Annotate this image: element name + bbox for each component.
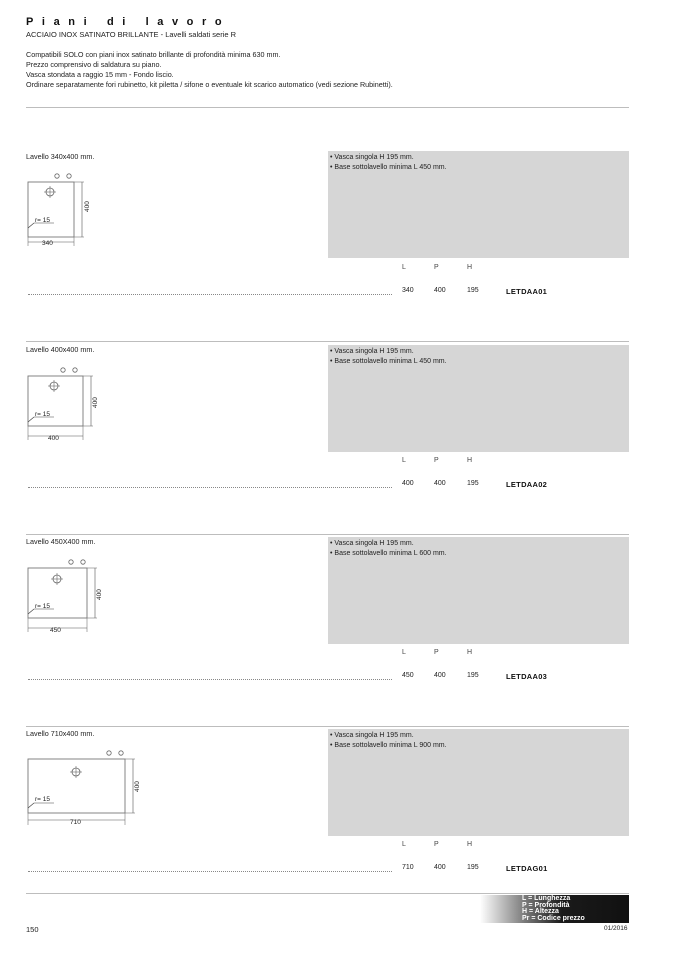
intro-line: Prezzo comprensivo di saldatura su piano. — [26, 60, 162, 69]
dotted-leader — [28, 679, 392, 680]
column-header-l: L — [402, 264, 406, 271]
note-item: • Base sottolavello minima L 600 mm. — [330, 549, 447, 557]
sink-diagram — [26, 364, 106, 444]
value-p: 400 — [434, 864, 446, 871]
note-item: • Vasca singola H 195 mm. — [330, 348, 414, 355]
intro-text — [26, 50, 393, 90]
column-header-h: H — [467, 264, 473, 271]
sink-diagram — [26, 748, 146, 828]
column-header-h: H — [467, 457, 473, 464]
column-header-l: L — [402, 649, 406, 656]
price-code: LETDAA02 — [506, 480, 548, 489]
intro-line: Ordinare separatamente fori rubinetto, kit piletta / sifone o eventuale kit scarico automatico (vedi sezione Rubinetti). — [26, 80, 393, 89]
width-dimension: 710 — [70, 819, 81, 826]
note-item: • Base sottolavello minima L 450 mm. — [330, 163, 447, 171]
notes-box — [328, 151, 629, 258]
value-h: 195 — [467, 480, 479, 487]
depth-dimension: 400 — [92, 397, 99, 408]
header-divider — [26, 107, 629, 108]
column-header-p: P — [434, 264, 439, 271]
legend-item: P = Profondità — [522, 901, 570, 909]
legend-item: H = Altezza — [522, 908, 559, 916]
column-header-p: P — [434, 649, 439, 656]
section-label: Lavello 450X400 mm. — [26, 537, 96, 546]
width-dimension: 400 — [48, 435, 59, 442]
note-item: • Vasca singola H 195 mm. — [330, 154, 414, 161]
column-header-l: L — [402, 841, 406, 848]
price-code: LETDAG01 — [506, 864, 548, 873]
notes-box — [328, 345, 629, 452]
note-item: • Vasca singola H 195 mm. — [330, 732, 414, 739]
radius-label: r= 15 — [35, 411, 50, 418]
note-item: • Base sottolavello minima L 450 mm. — [330, 357, 447, 365]
intro-line: Vasca stondata a raggio 15 mm - Fondo liscio. — [26, 70, 174, 79]
column-header-h: H — [467, 841, 473, 848]
section-divider — [26, 534, 629, 535]
page-subtitle: ACCIAIO INOX SATINATO BRILLANTE - Lavelli saldati serie R — [26, 30, 237, 39]
price-code: LETDAA03 — [506, 672, 548, 681]
notes-list — [328, 537, 629, 558]
section-divider — [26, 341, 629, 342]
column-header-h: H — [467, 649, 473, 656]
section-label: Lavello 340x400 mm. — [26, 152, 95, 161]
notes-box — [328, 537, 629, 644]
depth-dimension: 400 — [96, 589, 103, 600]
sink-diagram — [26, 556, 116, 636]
value-h: 195 — [467, 287, 479, 294]
note-item: • Vasca singola H 195 mm. — [330, 540, 414, 547]
notes-list — [328, 345, 629, 366]
value-p: 400 — [434, 480, 446, 487]
dotted-leader — [28, 294, 392, 295]
page-number: 150 — [26, 925, 39, 934]
value-p: 400 — [434, 672, 446, 679]
page-title: Piani di lavoro — [26, 16, 231, 28]
column-header-l: L — [402, 457, 406, 464]
section-divider — [26, 726, 629, 727]
section-label: Lavello 710x400 mm. — [26, 729, 95, 738]
value-l: 450 — [402, 672, 414, 679]
notes-list — [328, 729, 629, 750]
notes-box — [328, 729, 629, 836]
column-header-p: P — [434, 457, 439, 464]
dotted-leader — [28, 871, 392, 872]
depth-dimension: 400 — [84, 201, 91, 212]
edition-date: 01/2016 — [604, 925, 628, 932]
column-header-p: P — [434, 841, 439, 848]
legend-list — [522, 896, 585, 922]
radius-label: r= 15 — [35, 603, 50, 610]
dotted-leader — [28, 487, 392, 488]
radius-label: r= 15 — [35, 217, 50, 224]
value-p: 400 — [434, 287, 446, 294]
notes-list — [328, 151, 629, 172]
value-l: 400 — [402, 480, 414, 487]
width-dimension: 340 — [42, 240, 53, 247]
radius-label: r= 15 — [35, 796, 50, 803]
value-h: 195 — [467, 864, 479, 871]
value-l: 710 — [402, 864, 414, 871]
width-dimension: 450 — [50, 627, 61, 634]
sink-diagram — [26, 170, 106, 250]
intro-line: Compatibili SOLO con piani inox satinato brillante di profondità minima 630 mm. — [26, 50, 281, 59]
section-label: Lavello 400x400 mm. — [26, 345, 95, 354]
price-code: LETDAA01 — [506, 287, 548, 296]
value-h: 195 — [467, 672, 479, 679]
depth-dimension: 400 — [134, 781, 141, 792]
legend-item: L = Lunghezza — [522, 895, 571, 902]
value-l: 340 — [402, 287, 414, 294]
legend-item: Pr = Codice prezzo — [522, 914, 585, 922]
note-item: • Base sottolavello minima L 900 mm. — [330, 741, 447, 749]
footer-divider — [26, 893, 629, 894]
